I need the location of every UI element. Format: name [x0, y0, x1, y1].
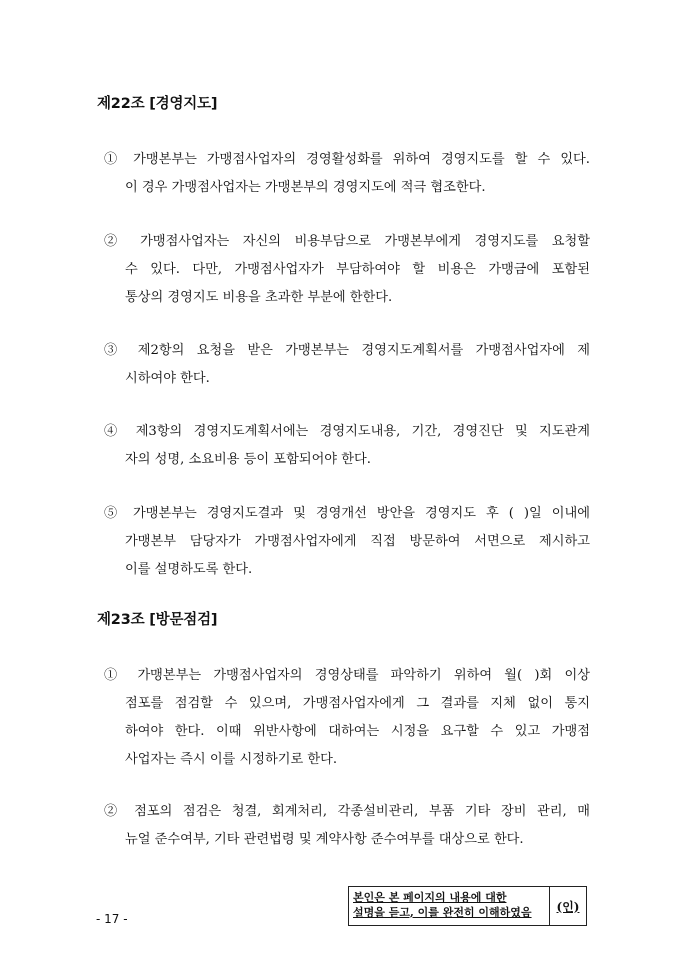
text-line: 시하여야 한다.	[125, 371, 210, 386]
seal-box[interactable]: (인)	[549, 887, 586, 925]
page-number: - 17 -	[96, 912, 128, 926]
text-line: 뉴얼 준수여부, 기타 관련법령 및 계약사항 준수여부를 대상으로 한다.	[125, 832, 524, 847]
text-line: 자의 성명, 소요비용 등이 포함되어야 한다.	[125, 452, 371, 467]
confirmation-line: 본인은 본 페이지의 내용에 대한	[353, 891, 507, 904]
text-line: 통상의 경영지도 비용을 초과한 부분에 한한다.	[125, 290, 393, 305]
text-line: 수 있다. 다만, 가맹점사업자가 부담하여야 할 비용은 가맹금에 포함된	[125, 262, 590, 277]
text-line: ④ 제3항의 경영지도계획서에는 경영지도내용, 기간, 경영진단 및 지도관계	[104, 424, 590, 439]
confirmation-box	[348, 886, 587, 926]
text-line: 가맹본부 담당자가 가맹점사업자에게 직접 방문하여 서면으로 제시하고	[125, 534, 590, 549]
text-line: ② 가맹점사업자는 자신의 비용부담으로 가맹본부에게 경영지도를 요청할	[104, 234, 590, 249]
article22-heading: 제22조 [경영지도]	[97, 96, 218, 112]
text-line: ⑤ 가맹본부는 경영지도결과 및 경영개선 방안을 경영지도 후 ( )일 이내에	[104, 506, 590, 521]
text-line: ① 가맹본부는 가맹점사업자의 경영상태를 파악하기 위하여 월( )회 이상	[104, 668, 590, 683]
text-line: 점포를 점검할 수 있으며, 가맹점사업자에게 그 결과를 지체 없이 통지	[125, 696, 590, 711]
text-line: 사업자는 즉시 이를 시정하기로 한다.	[125, 752, 338, 767]
article23-heading: 제23조 [방문점검]	[97, 612, 218, 628]
text-line: 이를 설명하도록 한다.	[125, 562, 253, 577]
confirmation-text	[349, 887, 549, 925]
text-line: ③ 제2항의 요청을 받은 가맹본부는 경영지도계획서를 가맹점사업자에 제	[104, 343, 590, 358]
text-line: ② 점포의 점검은 청결, 회계처리, 각종설비관리, 부품 기타 장비 관리, 매	[104, 804, 590, 819]
text-line: ① 가맹본부는 가맹점사업자의 경영활성화를 위하여 경영지도를 할 수 있다.	[104, 152, 590, 167]
text-line: 이 경우 가맹점사업자는 가맹본부의 경영지도에 적극 협조한다.	[125, 180, 486, 195]
confirmation-line: 설명을 듣고, 이를 완전히 이해하였음	[353, 906, 532, 919]
text-line: 하여야 한다. 이때 위반사항에 대하여는 시정을 요구할 수 있고 가맹점	[125, 724, 590, 739]
